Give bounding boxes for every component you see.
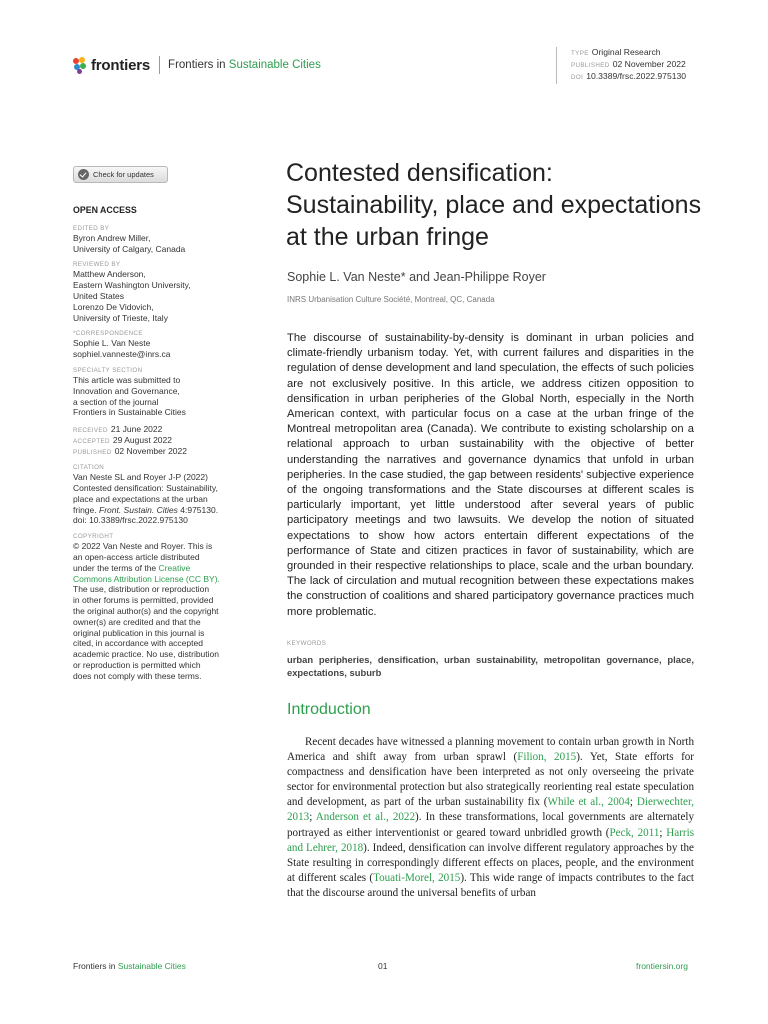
- citation-link[interactable]: Peck, 2011: [609, 826, 660, 839]
- correspondence-email[interactable]: sophiel.vanneste@inrs.ca: [73, 349, 171, 360]
- journal-name[interactable]: [168, 59, 321, 71]
- check-for-updates-label: Check for updates: [93, 170, 154, 179]
- meta-type: TYPE Original Research: [571, 47, 661, 57]
- footer-journal: Frontiers in Sustainable Cities: [73, 961, 186, 971]
- citation-link[interactable]: While et al., 2004: [547, 796, 630, 809]
- footer-site-link[interactable]: frontiersin.org: [636, 961, 688, 971]
- meta-doi[interactable]: DOI 10.3389/frsc.2022.975130: [571, 71, 687, 82]
- article-dates: RECEIVED 21 June 2022 ACCEPTED 29 August 2022 PUBLISHED 02 November 2022: [73, 424, 187, 457]
- citation-link[interactable]: Dierwechter, 2013: [287, 796, 694, 824]
- article-sidebar: [73, 205, 243, 688]
- frontiers-logo-icon: [73, 57, 88, 74]
- article-title: Contested densification: Sustainability, place and expectations at the urban fringe: [286, 159, 702, 251]
- citation-link[interactable]: Filion, 2015: [517, 751, 577, 764]
- license-link-cont[interactable]: Commons Attribution License (CC BY).: [73, 573, 220, 584]
- logo-wordmark: frontiers: [91, 56, 151, 74]
- journal-prefix: Frontiers in: [168, 59, 226, 71]
- introduction-paragraph: Recent decades have witnessed a planning movement to contain urban growth in North America and shift away from urban sprawl (Filion, 2015). Yet, State efforts for compactness and densification have been interpreted as not only overseeing the private sector for environmental protection but also strategically reorienting real estate speculation and development, as part of the urban sustainability fix (While et al., 2004; Dierwechter, 2013; Anderson et al., 2022). In these transformations, local governments are alternately portrayed as either interventionist or geared toward unbridled growth (Peck, 2011; Harris and Lehrer, 2018). Indeed, densification can involve different regulatory approaches by the State resulting in correspondingly different effects on places, people, and the environment at different scales (Touati-Morel, 2015). This wide range of impacts contributes to the fact that the discourse around the universal benefits of urban: [287, 736, 695, 899]
- reviewed-by: REVIEWED BY Matthew Anderson, Eastern Washington University, United States Lorenzo De Vidovich, University of Trieste, Italy: [73, 261, 191, 323]
- citation: CITATION Van Neste SL and Royer J-P (2022) Contested densification: Sustainability, place and expectations at the urban fringe. Front. Sustain. Cities 4:975130. doi: 10.3389/frsc.2022.975130: [73, 463, 243, 526]
- article-meta: [556, 47, 686, 84]
- edited-by: EDITED BY Byron Andrew Miller, University of Calgary, Canada: [73, 224, 186, 254]
- license-link[interactable]: Creative: [158, 562, 191, 573]
- citation-link[interactable]: Harris and Lehrer, 2018: [287, 826, 695, 854]
- meta-published: PUBLISHED 02 November 2022: [571, 59, 686, 70]
- check-for-updates-button[interactable]: [73, 166, 168, 183]
- correspondence: *CORRESPONDENCE Sophie L. Van Neste sophiel.vanneste@inrs.ca: [73, 329, 243, 360]
- author-affiliation: INRS Urbanisation Culture Société, Montreal, QC, Canada: [287, 295, 495, 304]
- checkmark-icon: [78, 169, 89, 180]
- page-number: 01: [378, 961, 388, 971]
- abstract: The discourse of sustainability-by-density is dominant in urban policies and climate-friendly urbanism today. Yet, with current failures and disparities in the regulation of dense development and land speculation, the effects of such policies are not exclusively positive. In this article, we address citizen opposition to densification in urban peripheries of the Global North, especially in the North American context, with particular focus on a case at the urban fringe of the Montreal metropolitan area (Canada). We contribute to existing scholarship on a relational approach to urban sustainability with the objective of better understanding the narratives and governance dynamics that unfold in urban peripheries. In the case studied, the gap between residents' subjective experience of the ongoing transformations and the State discourses at different scales is particularly important, yet little understood after several years of public participatory meetings and two lawsuits. We develop the notion of situated expectations to show how actors entertain different expectations of the performance of State and citizen practices in favor of sustainability, which are grounded in their respective relationships to place, scale and the urban boundary. The lack of circulation and mutual recognition between these expectations makes the construction of coalitions and shared participatory governance practices much more problematic.: [287, 332, 694, 618]
- introduction-heading: Introduction: [287, 701, 371, 718]
- article-authors: Sophie L. Van Neste* and Jean-Philippe Royer: [287, 270, 546, 284]
- frontiers-logo[interactable]: [73, 55, 321, 75]
- citation-doi[interactable]: doi: 10.3389/frsc.2022.975130: [73, 515, 188, 526]
- keywords-label: KEYWORDS: [287, 640, 327, 647]
- logo-divider: [159, 56, 160, 74]
- journal-title: Sustainable Cities: [228, 59, 321, 71]
- copyright: COPYRIGHT © 2022 Van Neste and Royer. This is an open-access article distributed under the terms of the Creative Commons Attribution License (CC BY). The use, distribution or reproduction in other forums is permitted, provided the original author(s) and the copyright owner(s) are credited and that the original publication in this journal is cited, in accordance with accepted academic practice. No use, distribution or reproduction is permitted which does not comply with these terms.: [73, 532, 243, 681]
- citation-link[interactable]: Anderson et al., 2022: [315, 811, 416, 824]
- open-access-label: OPEN ACCESS: [73, 205, 137, 215]
- citation-link[interactable]: Touati-Morel, 2015: [373, 871, 461, 884]
- keywords: urban peripheries, densification, urban sustainability, metropolitan governance, place, expectations, suburb: [287, 654, 694, 678]
- specialty-section: SPECIALTY SECTION This article was submitted to Innovation and Governance, a section of the journal Frontiers in Sustainable Cities: [73, 366, 186, 418]
